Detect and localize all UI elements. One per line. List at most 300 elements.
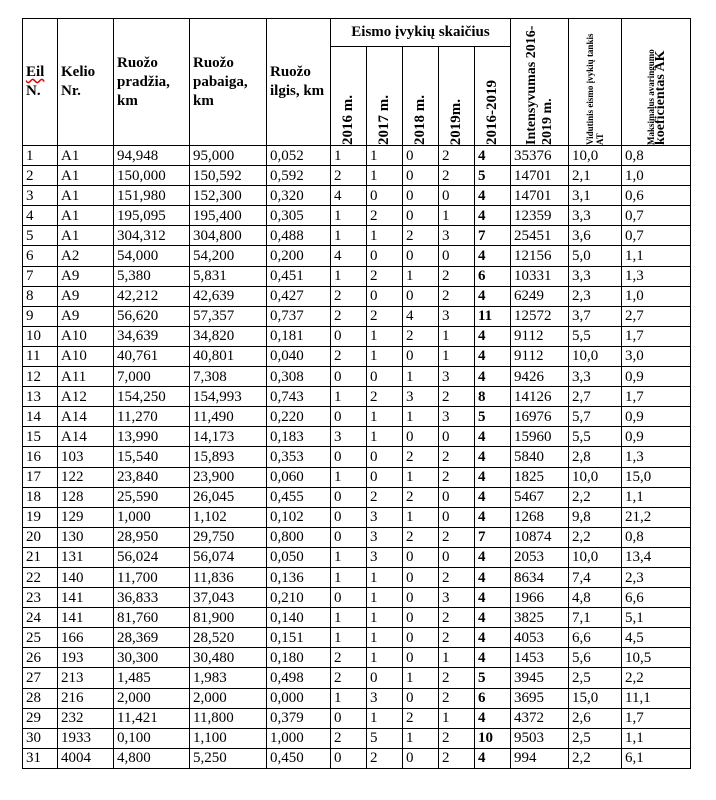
accident-sections-table xyxy=(22,18,691,769)
intensity: 9112 xyxy=(511,326,569,346)
acc-total: 4 xyxy=(475,708,511,728)
intensity: 14701 xyxy=(511,186,569,206)
acc-total: 4 xyxy=(475,206,511,226)
acc-total: 4 xyxy=(475,648,511,668)
acc-2016: 0 xyxy=(331,748,367,768)
table-row xyxy=(23,186,691,206)
row-no: 31 xyxy=(23,748,58,768)
coefficient-ak: 0,9 xyxy=(622,407,691,427)
coefficient-ak: 6,1 xyxy=(622,748,691,768)
acc-2018: 0 xyxy=(403,146,439,166)
row-no: 7 xyxy=(23,266,58,286)
intensity: 4053 xyxy=(511,628,569,648)
intensity: 14126 xyxy=(511,387,569,407)
acc-2018: 0 xyxy=(403,427,439,447)
coefficient-ak: 11,1 xyxy=(622,688,691,708)
intensity: 8634 xyxy=(511,567,569,587)
table-row xyxy=(23,146,691,166)
acc-2019: 3 xyxy=(439,367,475,387)
acc-2019: 2 xyxy=(439,447,475,467)
start-km: 13,990 xyxy=(114,427,190,447)
acc-total: 5 xyxy=(475,668,511,688)
coefficient-ak: 13,4 xyxy=(622,547,691,567)
density-at: 3,6 xyxy=(569,226,622,246)
start-km: 11,421 xyxy=(114,708,190,728)
start-km: 7,000 xyxy=(114,367,190,387)
table-row xyxy=(23,206,691,226)
table-row xyxy=(23,387,691,407)
row-no: 19 xyxy=(23,507,58,527)
acc-2016: 1 xyxy=(331,547,367,567)
density-at: 5,6 xyxy=(569,648,622,668)
acc-2018: 0 xyxy=(403,648,439,668)
row-no: 14 xyxy=(23,407,58,427)
acc-2018: 0 xyxy=(403,346,439,366)
acc-2017: 1 xyxy=(367,628,403,648)
coefficient-ak: 1,7 xyxy=(622,708,691,728)
acc-2019: 2 xyxy=(439,628,475,648)
acc-2019: 3 xyxy=(439,226,475,246)
end-km: 26,045 xyxy=(190,487,267,507)
acc-2017: 1 xyxy=(367,407,403,427)
acc-2018: 1 xyxy=(403,728,439,748)
coefficient-ak: 3,0 xyxy=(622,346,691,366)
acc-2018: 0 xyxy=(403,628,439,648)
road-no: 122 xyxy=(58,467,114,487)
road-no: A14 xyxy=(58,407,114,427)
acc-2018: 0 xyxy=(403,166,439,186)
row-no: 5 xyxy=(23,226,58,246)
length-km: 0,136 xyxy=(267,567,331,587)
table-body xyxy=(23,146,691,769)
end-km: 56,074 xyxy=(190,547,267,567)
row-no: 15 xyxy=(23,427,58,447)
acc-2018: 1 xyxy=(403,467,439,487)
intensity: 12156 xyxy=(511,246,569,266)
acc-2019: 0 xyxy=(439,487,475,507)
acc-2019: 1 xyxy=(439,326,475,346)
coefficient-ak: 4,5 xyxy=(622,628,691,648)
intensity: 1825 xyxy=(511,467,569,487)
coefficient-ak: 0,8 xyxy=(622,146,691,166)
length-km: 0,180 xyxy=(267,648,331,668)
acc-2017: 2 xyxy=(367,266,403,286)
start-km: 40,761 xyxy=(114,346,190,366)
acc-2019: 3 xyxy=(439,588,475,608)
acc-2018: 0 xyxy=(403,688,439,708)
table-row xyxy=(23,407,691,427)
acc-total: 4 xyxy=(475,146,511,166)
coefficient-ak: 1,3 xyxy=(622,266,691,286)
row-no: 25 xyxy=(23,628,58,648)
table-row xyxy=(23,668,691,688)
row-no: 27 xyxy=(23,668,58,688)
density-at: 10,0 xyxy=(569,346,622,366)
acc-2018: 2 xyxy=(403,326,439,346)
acc-2018: 0 xyxy=(403,186,439,206)
acc-2017: 0 xyxy=(367,286,403,306)
acc-2017: 0 xyxy=(367,367,403,387)
acc-2018: 1 xyxy=(403,407,439,427)
acc-2019: 2 xyxy=(439,608,475,628)
coefficient-ak: 1,0 xyxy=(622,286,691,306)
table-row xyxy=(23,748,691,768)
end-km: 14,173 xyxy=(190,427,267,447)
acc-2016: 1 xyxy=(331,608,367,628)
intensity: 4372 xyxy=(511,708,569,728)
intensity: 2053 xyxy=(511,547,569,567)
end-km: 34,820 xyxy=(190,326,267,346)
density-at: 4,8 xyxy=(569,588,622,608)
acc-total: 4 xyxy=(475,246,511,266)
road-no: 166 xyxy=(58,628,114,648)
table-row xyxy=(23,266,691,286)
coefficient-ak: 0,6 xyxy=(622,186,691,206)
acc-2017: 2 xyxy=(367,306,403,326)
table-row xyxy=(23,567,691,587)
acc-total: 4 xyxy=(475,367,511,387)
intensity: 16976 xyxy=(511,407,569,427)
road-no: 216 xyxy=(58,688,114,708)
acc-2017: 1 xyxy=(367,346,403,366)
acc-2016: 1 xyxy=(331,226,367,246)
acc-2017: 2 xyxy=(367,206,403,226)
row-no: 28 xyxy=(23,688,58,708)
header-density: Vidutinis eismo įvykių tankis AT xyxy=(569,19,622,146)
coefficient-ak: 1,7 xyxy=(622,326,691,346)
acc-2016: 2 xyxy=(331,306,367,326)
acc-2016: 2 xyxy=(331,648,367,668)
acc-2019: 0 xyxy=(439,507,475,527)
acc-total: 4 xyxy=(475,467,511,487)
table-row xyxy=(23,547,691,567)
end-km: 304,800 xyxy=(190,226,267,246)
acc-2018: 2 xyxy=(403,447,439,467)
acc-total: 4 xyxy=(475,547,511,567)
acc-2019: 3 xyxy=(439,306,475,326)
acc-total: 4 xyxy=(475,447,511,467)
table-row xyxy=(23,608,691,628)
road-no: A1 xyxy=(58,146,114,166)
acc-2016: 1 xyxy=(331,206,367,226)
intensity: 1453 xyxy=(511,648,569,668)
row-no: 1 xyxy=(23,146,58,166)
row-no: 29 xyxy=(23,708,58,728)
start-km: 23,840 xyxy=(114,467,190,487)
end-km: 40,801 xyxy=(190,346,267,366)
length-km: 0,060 xyxy=(267,467,331,487)
end-km: 154,993 xyxy=(190,387,267,407)
row-no: 10 xyxy=(23,326,58,346)
start-km: 56,620 xyxy=(114,306,190,326)
end-km: 2,000 xyxy=(190,688,267,708)
length-km: 0,451 xyxy=(267,266,331,286)
acc-2016: 0 xyxy=(331,487,367,507)
road-no: 213 xyxy=(58,668,114,688)
density-at: 15,0 xyxy=(569,688,622,708)
road-no: 1933 xyxy=(58,728,114,748)
row-no: 16 xyxy=(23,447,58,467)
table-row xyxy=(23,527,691,547)
coefficient-ak: 1,1 xyxy=(622,246,691,266)
coefficient-ak: 1,1 xyxy=(622,728,691,748)
acc-2016: 1 xyxy=(331,266,367,286)
acc-total: 4 xyxy=(475,608,511,628)
end-km: 42,639 xyxy=(190,286,267,306)
acc-2019: 0 xyxy=(439,186,475,206)
acc-total: 11 xyxy=(475,306,511,326)
table-row xyxy=(23,507,691,527)
acc-2017: 1 xyxy=(367,648,403,668)
start-km: 36,833 xyxy=(114,588,190,608)
end-km: 11,800 xyxy=(190,708,267,728)
coefficient-ak: 15,0 xyxy=(622,467,691,487)
acc-2018: 1 xyxy=(403,367,439,387)
density-at: 2,8 xyxy=(569,447,622,467)
row-no: 26 xyxy=(23,648,58,668)
coefficient-ak: 2,2 xyxy=(622,668,691,688)
acc-2017: 2 xyxy=(367,387,403,407)
acc-total: 10 xyxy=(475,728,511,748)
acc-2016: 1 xyxy=(331,146,367,166)
row-no: 6 xyxy=(23,246,58,266)
acc-2016: 1 xyxy=(331,567,367,587)
intensity: 1268 xyxy=(511,507,569,527)
intensity: 12572 xyxy=(511,306,569,326)
start-km: 42,212 xyxy=(114,286,190,306)
road-no: A1 xyxy=(58,226,114,246)
acc-2019: 0 xyxy=(439,246,475,266)
acc-2016: 3 xyxy=(331,427,367,447)
acc-2017: 1 xyxy=(367,708,403,728)
intensity: 12359 xyxy=(511,206,569,226)
density-at: 2,1 xyxy=(569,166,622,186)
acc-2017: 1 xyxy=(367,427,403,447)
acc-2019: 2 xyxy=(439,567,475,587)
length-km: 0,000 xyxy=(267,688,331,708)
table-row xyxy=(23,628,691,648)
road-no: 193 xyxy=(58,648,114,668)
acc-2019: 2 xyxy=(439,467,475,487)
density-at: 2,7 xyxy=(569,387,622,407)
coefficient-ak: 0,9 xyxy=(622,367,691,387)
end-km: 57,357 xyxy=(190,306,267,326)
acc-2018: 1 xyxy=(403,507,439,527)
row-no: 22 xyxy=(23,567,58,587)
row-no: 4 xyxy=(23,206,58,226)
row-no: 23 xyxy=(23,588,58,608)
acc-total: 4 xyxy=(475,346,511,366)
density-at: 2,2 xyxy=(569,487,622,507)
acc-2016: 0 xyxy=(331,447,367,467)
acc-2016: 1 xyxy=(331,688,367,708)
intensity: 994 xyxy=(511,748,569,768)
header-intensity: Intensyvumas 2016-2019 m. xyxy=(511,19,569,146)
length-km: 0,800 xyxy=(267,527,331,547)
acc-total: 6 xyxy=(475,688,511,708)
start-km: 30,300 xyxy=(114,648,190,668)
coefficient-ak: 10,5 xyxy=(622,648,691,668)
intensity: 6249 xyxy=(511,286,569,306)
density-at: 5,7 xyxy=(569,407,622,427)
start-km: 1,485 xyxy=(114,668,190,688)
acc-2017: 0 xyxy=(367,246,403,266)
end-km: 7,308 xyxy=(190,367,267,387)
end-km: 54,200 xyxy=(190,246,267,266)
start-km: 94,948 xyxy=(114,146,190,166)
table-row xyxy=(23,467,691,487)
length-km: 0,200 xyxy=(267,246,331,266)
start-km: 5,380 xyxy=(114,266,190,286)
table-row xyxy=(23,708,691,728)
start-km: 81,760 xyxy=(114,608,190,628)
acc-2016: 0 xyxy=(331,588,367,608)
coefficient-ak: 1,3 xyxy=(622,447,691,467)
acc-total: 4 xyxy=(475,487,511,507)
acc-2017: 0 xyxy=(367,467,403,487)
start-km: 150,000 xyxy=(114,166,190,186)
density-at: 2,3 xyxy=(569,286,622,306)
intensity: 3945 xyxy=(511,668,569,688)
acc-total: 7 xyxy=(475,527,511,547)
acc-2017: 1 xyxy=(367,588,403,608)
table-row xyxy=(23,246,691,266)
density-at: 3,3 xyxy=(569,266,622,286)
road-no: 141 xyxy=(58,588,114,608)
road-no: 232 xyxy=(58,708,114,728)
acc-2018: 2 xyxy=(403,487,439,507)
length-km: 0,305 xyxy=(267,206,331,226)
start-km: 11,270 xyxy=(114,407,190,427)
end-km: 28,520 xyxy=(190,628,267,648)
density-at: 5,0 xyxy=(569,246,622,266)
road-no: 131 xyxy=(58,547,114,567)
end-km: 1,983 xyxy=(190,668,267,688)
intensity: 35376 xyxy=(511,146,569,166)
road-no: A1 xyxy=(58,166,114,186)
acc-2017: 0 xyxy=(367,447,403,467)
length-km: 0,737 xyxy=(267,306,331,326)
row-no: 13 xyxy=(23,387,58,407)
intensity: 15960 xyxy=(511,427,569,447)
acc-2018: 4 xyxy=(403,306,439,326)
coefficient-ak: 1,0 xyxy=(622,166,691,186)
density-at: 2,6 xyxy=(569,708,622,728)
end-km: 11,490 xyxy=(190,407,267,427)
length-km: 0,379 xyxy=(267,708,331,728)
table-row xyxy=(23,427,691,447)
table-row xyxy=(23,588,691,608)
acc-total: 8 xyxy=(475,387,511,407)
acc-2016: 0 xyxy=(331,708,367,728)
header-2017: 2017 m. xyxy=(367,47,403,146)
acc-2017: 3 xyxy=(367,527,403,547)
start-km: 151,980 xyxy=(114,186,190,206)
acc-total: 4 xyxy=(475,186,511,206)
intensity: 5467 xyxy=(511,487,569,507)
road-no: 103 xyxy=(58,447,114,467)
road-no: A10 xyxy=(58,326,114,346)
length-km: 0,040 xyxy=(267,346,331,366)
acc-2018: 0 xyxy=(403,206,439,226)
acc-2018: 0 xyxy=(403,608,439,628)
header-2016-2019: 2016-2019 xyxy=(475,47,511,146)
road-no: A10 xyxy=(58,346,114,366)
acc-2017: 1 xyxy=(367,226,403,246)
end-km: 152,300 xyxy=(190,186,267,206)
end-km: 15,893 xyxy=(190,447,267,467)
start-km: 154,250 xyxy=(114,387,190,407)
row-no: 9 xyxy=(23,306,58,326)
acc-2016: 2 xyxy=(331,668,367,688)
density-at: 3,3 xyxy=(569,206,622,226)
end-km: 95,000 xyxy=(190,146,267,166)
end-km: 195,400 xyxy=(190,206,267,226)
acc-2019: 2 xyxy=(439,166,475,186)
density-at: 9,8 xyxy=(569,507,622,527)
end-km: 37,043 xyxy=(190,588,267,608)
intensity: 25451 xyxy=(511,226,569,246)
acc-2017: 1 xyxy=(367,608,403,628)
road-no: A11 xyxy=(58,367,114,387)
acc-2017: 0 xyxy=(367,186,403,206)
length-km: 0,140 xyxy=(267,608,331,628)
coefficient-ak: 2,3 xyxy=(622,567,691,587)
road-no: 128 xyxy=(58,487,114,507)
acc-2019: 1 xyxy=(439,346,475,366)
acc-2018: 0 xyxy=(403,588,439,608)
acc-2016: 1 xyxy=(331,467,367,487)
acc-2016: 2 xyxy=(331,166,367,186)
intensity: 10874 xyxy=(511,527,569,547)
row-no: 8 xyxy=(23,286,58,306)
length-km: 0,308 xyxy=(267,367,331,387)
table-row xyxy=(23,346,691,366)
row-no: 18 xyxy=(23,487,58,507)
end-km: 30,480 xyxy=(190,648,267,668)
end-km: 23,900 xyxy=(190,467,267,487)
road-no: 130 xyxy=(58,527,114,547)
density-at: 10,0 xyxy=(569,547,622,567)
length-km: 0,488 xyxy=(267,226,331,246)
intensity: 3695 xyxy=(511,688,569,708)
length-km: 0,455 xyxy=(267,487,331,507)
row-no: 20 xyxy=(23,527,58,547)
density-at: 3,7 xyxy=(569,306,622,326)
header-2018: 2018 m. xyxy=(403,47,439,146)
acc-2018: 2 xyxy=(403,226,439,246)
intensity: 3825 xyxy=(511,608,569,628)
acc-2019: 2 xyxy=(439,387,475,407)
table-row xyxy=(23,166,691,186)
density-at: 10,0 xyxy=(569,467,622,487)
table-row xyxy=(23,367,691,387)
end-km: 5,250 xyxy=(190,748,267,768)
road-no: A2 xyxy=(58,246,114,266)
density-at: 2,5 xyxy=(569,728,622,748)
coefficient-ak: 0,7 xyxy=(622,226,691,246)
acc-2019: 0 xyxy=(439,547,475,567)
acc-2019: 2 xyxy=(439,688,475,708)
table-row xyxy=(23,226,691,246)
acc-2018: 0 xyxy=(403,567,439,587)
acc-2016: 0 xyxy=(331,326,367,346)
intensity: 1966 xyxy=(511,588,569,608)
road-no: A14 xyxy=(58,427,114,447)
header-length: Ruožo ilgis, km xyxy=(267,19,331,146)
length-km: 0,450 xyxy=(267,748,331,768)
density-at: 7,1 xyxy=(569,608,622,628)
